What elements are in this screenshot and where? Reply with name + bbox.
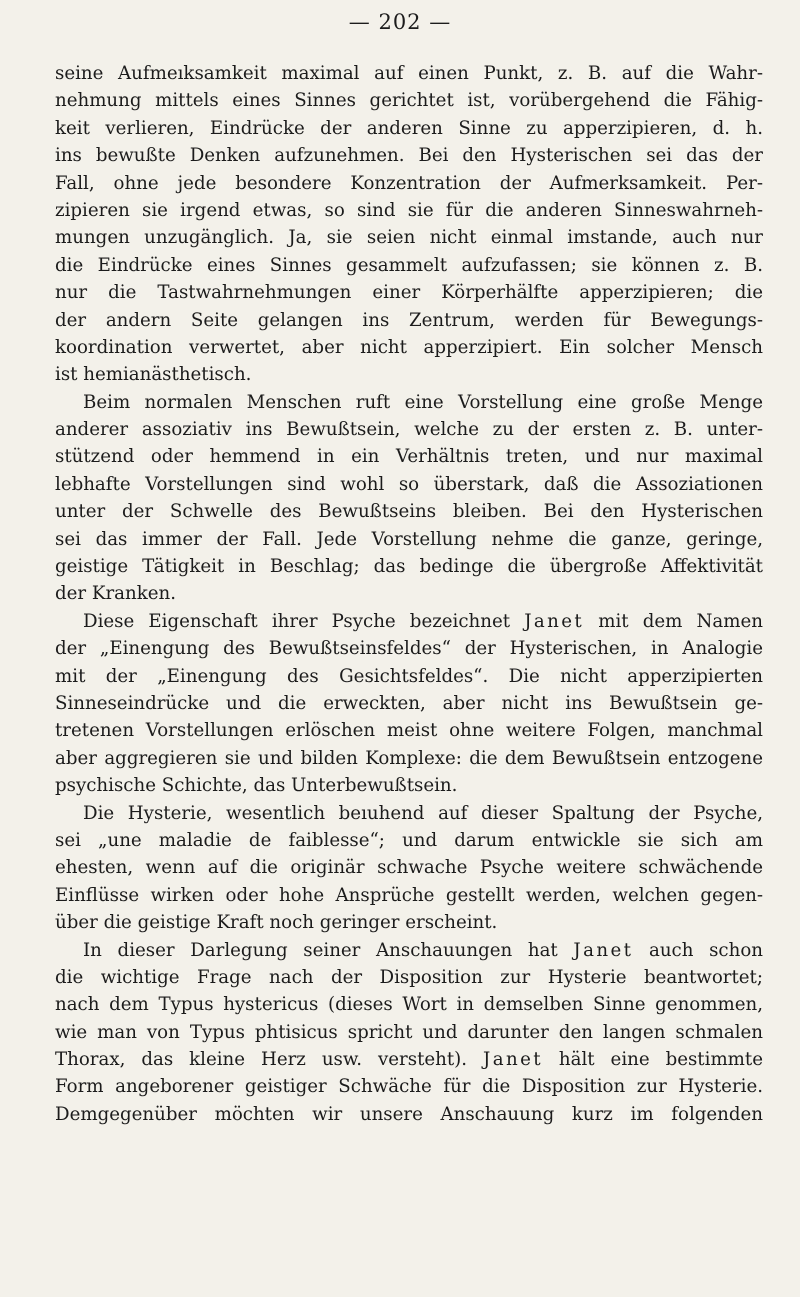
text-line: tretenen Vorstellungen erlöschen meist ohne weitere Folgen, manchmal [55,720,763,742]
text-line: Diese Eigenschaft ihrer Psyche bezeichnet Janet mit dem Namen [83,610,763,632]
text-line: nehmung mittels eines Sinnes gerichtet ist, vorübergehend die Fähig- [55,90,763,112]
text-line: geistige Tätigkeit in Beschlag; das bedinge die übergroße Affektivität [55,556,763,578]
text-line: lebhafte Vorstellungen sind wohl so überstark, daß die Assoziationen [55,473,763,495]
text-line: mit der „Einengung des Gesichtsfeldes“. Die nicht apperzipierten [55,665,763,687]
text-line: unter der Schwelle des Bewußtseins bleiben. Bei den Hysterischen [55,501,763,523]
text-line: Einflüsse wirken oder hohe Ansprüche gestellt werden, welchen gegen- [55,884,763,906]
text-line: anderer assoziativ ins Bewußtsein, welche zu der ersten z. B. unter- [55,419,763,441]
text-line: psychische Schichte, das Unterbewußtsein. [55,775,458,797]
text-line: der Kranken. [55,583,176,605]
text-line: über die geistige Kraft noch geringer erscheint. [55,912,498,934]
text-line: die Eindrücke eines Sinnes gesammelt aufzufassen; sie können z. B. [55,254,763,276]
text-line: nur die Tastwahrnehmungen einer Körperhälfte apperzipieren; die [55,282,763,304]
text-line: Fall, ohne jede besondere Konzentration der Aufmerksamkeit. Per- [55,172,763,194]
text-line: ist hemianästhetisch. [55,364,252,386]
text-line: der „Einengung des Bewußtseinsfeldes“ der Hysterischen, in Analogie [55,638,763,660]
body-text [55,60,763,1128]
text-line: wie man von Typus phtisicus spricht und darunter den langen schmalen [55,1021,763,1043]
text-line: mungen unzugänglich. Ja, sie seien nicht einmal imstande, auch nur [55,227,763,249]
text-line: Demgegenüber möchten wir unsere Anschauung kurz im folgenden [55,1103,763,1125]
text-line: stützend oder hemmend in ein Verhältnis treten, und nur maximal [55,446,763,468]
text-line: ehesten, wenn auf die originär schwache Psyche weitere schwächende [55,857,763,879]
text-line: die wichtige Frage nach der Disposition zur Hysterie beantwortet; [55,966,763,988]
text-line: Thorax, das kleine Herz usw. versteht). Janet hält eine bestimmte [55,1049,763,1071]
spaced-name: Janet [524,610,585,632]
text-line: koordination verwertet, aber nicht apperzipiert. Ein solcher Mensch [55,336,763,358]
text-line: In dieser Darlegung seiner Anschauungen hat Janet auch schon [83,939,763,961]
text-line: Die Hysterie, wesentlich beıuhend auf dieser Spaltung der Psyche, [83,802,763,824]
text-line: aber aggregieren sie und bilden Komplexe: die dem Bewußtsein entzogene [55,747,763,769]
text-line: sei das immer der Fall. Jede Vorstellung nehme die ganze, geringe, [55,528,763,550]
text-line: der andern Seite gelangen ins Zentrum, werden für Bewegungs- [55,309,763,331]
text-line: seine Aufmeıksamkeit maximal auf einen Punkt, z. B. auf die Wahr- [55,63,763,84]
spaced-name: Janet [483,1049,543,1071]
text-line: sei „une maladie de faiblesse“; und darum entwickle sie sich am [55,829,763,851]
spaced-name: Janet [573,939,634,961]
text-line: keit verlieren, Eindrücke der anderen Sinne zu apperzipieren, d. h. [55,117,763,139]
text-line: ins bewußte Denken aufzunehmen. Bei den Hysterischen sei das der [55,145,763,167]
text-line: zipieren sie irgend etwas, so sind sie für die anderen Sinneswahrneh- [55,199,763,221]
page-number: — 202 — [348,10,452,34]
text-line: Sinneseindrücke und die erweckten, aber nicht ins Bewußtsein ge- [55,692,763,714]
text-line: nach dem Typus hystericus (dieses Wort in demselben Sinne genommen, [55,994,763,1016]
text-line: Form angeborener geistiger Schwäche für die Disposition zur Hysterie. [55,1076,763,1098]
text-line: Beim normalen Menschen ruft eine Vorstellung eine große Menge [83,391,763,413]
